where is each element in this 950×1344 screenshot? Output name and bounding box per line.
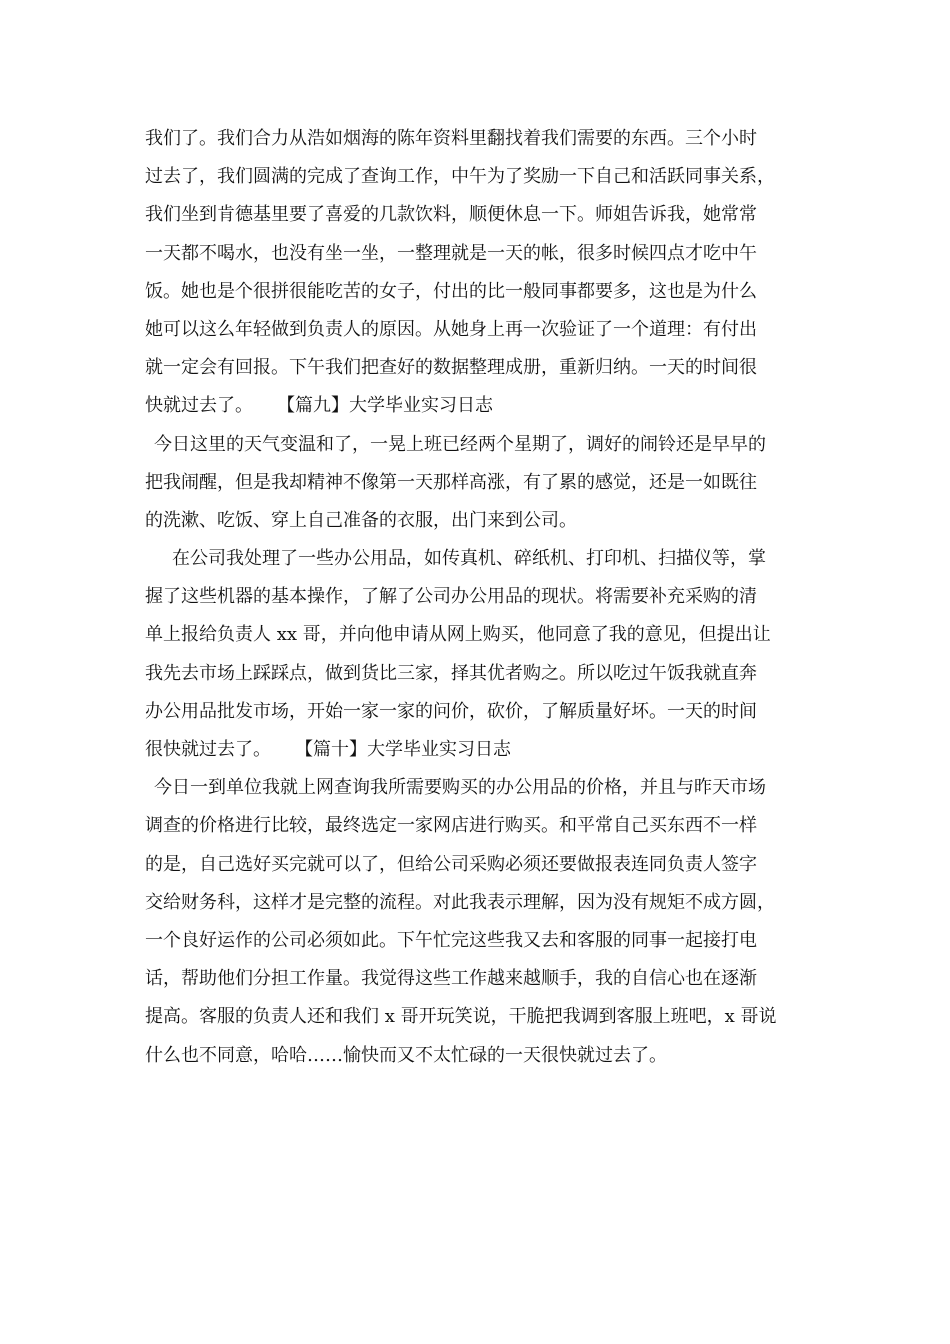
paragraph-first-line: 在公司我处理了一些办公用品，如传真机、碎纸机、打印机、扫描仪等，掌 bbox=[172, 548, 766, 570]
text-line: 饭。她也是个很拼很能吃苦的女子，付出的比一般同事都要多，这也是为什么 bbox=[145, 280, 757, 302]
text-line: 我先去市场上踩踩点，做到货比三家，择其优者购之。所以吃过午饭我就直奔 bbox=[145, 662, 757, 684]
text-line: 话，帮助他们分担工作量。我觉得这些工作越来越顺手，我的自信心也在逐渐 bbox=[145, 968, 757, 990]
paragraph-first-line: 今日这里的天气变温和了，一晃上班已经两个星期了，调好的闹铃还是早早的 bbox=[154, 433, 766, 455]
text-line: 的洗漱、吃饭、穿上自己准备的衣服，出门来到公司。 bbox=[145, 509, 577, 531]
text-line: 办公用品批发市场，开始一家一家的问价，砍价，了解质量好坏。一天的时间 bbox=[145, 700, 757, 722]
text-line: 把我闹醒，但是我却精神不像第一天那样高涨，有了累的感觉，还是一如既往 bbox=[145, 471, 757, 493]
text-line-end: 很快就过去了。 bbox=[145, 739, 271, 760]
text-line: 过去了，我们圆满的完成了查询工作，中午为了奖励一下自己和活跃同事关系， bbox=[145, 166, 775, 188]
text-line: 握了这些机器的基本操作，了解了公司办公用品的现状。将需要补充采购的清 bbox=[145, 586, 757, 608]
text-line-with-heading bbox=[145, 387, 810, 425]
text-line: 一个良好运作的公司必须如此。下午忙完这些我又去和客服的同事一起接打电 bbox=[145, 929, 757, 951]
paragraph-first-line: 今日一到单位我就上网查询我所需要购买的办公用品的价格，并且与昨天市场 bbox=[154, 777, 766, 799]
text-line: 她可以这么年轻做到负责人的原因。从她身上再一次验证了一个道理：有付出 bbox=[145, 318, 757, 340]
text-line: 什么也不同意，哈哈……愉快而又不太忙碌的一天很快就过去了。 bbox=[145, 1044, 667, 1066]
text-line: 一天都不喝水，也没有坐一坐，一整理就是一天的帐，很多时候四点才吃中午 bbox=[145, 242, 757, 264]
document-body bbox=[145, 120, 810, 1075]
text-line: 就一定会有回报。下午我们把查好的数据整理成册，重新归纳。一天的时间很 bbox=[145, 357, 757, 379]
text-line-with-heading bbox=[145, 731, 810, 769]
text-line-end: 快就过去了。 bbox=[145, 395, 253, 417]
text-line: 单上报给负责人 xx 哥，并向他申请从网上购买，他同意了我的意见，但提出让 bbox=[145, 624, 771, 646]
text-line: 交给财务科，这样才是完整的流程。对此我表示理解，因为没有规矩不成方圆， bbox=[145, 891, 775, 913]
text-line: 提高。客服的负责人还和我们 x 哥开玩笑说，干脆把我调到客服上班吧，x 哥说 bbox=[145, 1006, 777, 1028]
text-line: 的是，自己选好买完就可以了，但给公司采购必须还要做报表连同负责人签字 bbox=[145, 853, 757, 875]
text-line: 我们坐到肯德基里要了喜爱的几款饮料，顺便休息一下。师姐告诉我，她常常 bbox=[145, 204, 757, 226]
text-line: 调查的价格进行比较，最终选定一家网店进行购买。和平常自己买东西不一样 bbox=[145, 815, 757, 837]
section-heading-10: 【篇十】大学毕业实习日志 bbox=[295, 739, 511, 760]
section-heading-9: 【篇九】大学毕业实习日志 bbox=[277, 395, 493, 417]
text-line: 我们了。我们合力从浩如烟海的陈年资料里翻找着我们需要的东西。三个小时 bbox=[145, 128, 757, 149]
